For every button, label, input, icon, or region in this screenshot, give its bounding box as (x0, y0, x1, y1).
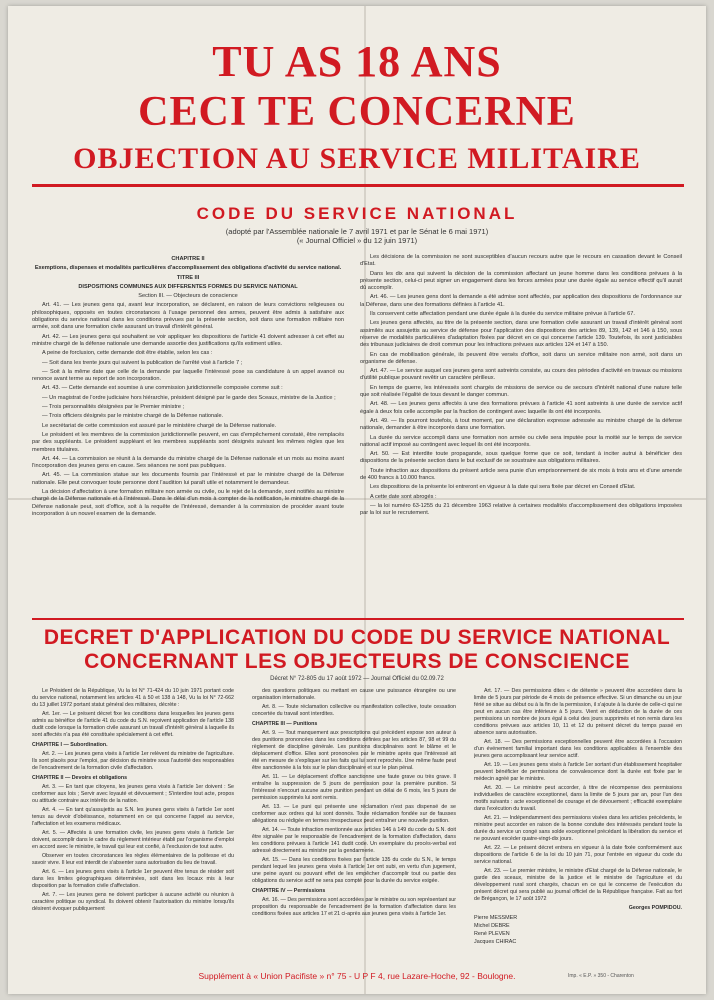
decree-col3-articles (474, 688, 682, 903)
decree-col2-articles (252, 688, 456, 918)
titre-heading: TITRE III (176, 274, 200, 281)
paragraph: Art. 19. — Les jeunes gens visés à l'article 1er sortant d'un établissement hospitalier peuvent bénéficier de permissions de convalescence dont la durée est fixée par le médecin agréé par le ministre. (474, 762, 682, 782)
signatory-name: René PLEVEN (474, 931, 510, 937)
code-title: CODE DU SERVICE NATIONAL (196, 204, 518, 223)
printer-mark: Imp. « E.P. » 350 - Charenton (568, 973, 634, 979)
paragraph: CHAPITRE IV — Permissions (252, 888, 326, 894)
paragraph: Art. 11. — Le déplacement d'office sanctionne une faute grave ou très grave. Il entraîne la suppression de 5 jours de permission pour la première punition. Si l'intéressé n'encourt aucune autre punition pendant un délai de 6 mois, les 5 jours de permission supprimés lui sont remis. (252, 774, 456, 801)
signatories-list (474, 914, 682, 946)
top-divider (32, 184, 684, 187)
paragraph: Art. 22. — Le présent décret entrera en vigueur à la date fixée conformément aux dispositions de l'article 6 de la loi du 10 juin 71, pour l'entrée en vigueur du code du service national. (474, 845, 682, 865)
decree-col1-articles (32, 688, 234, 913)
paragraph: Art. 9. — Tout manquement aux prescriptions qui précèdent expose son auteur à des punitions prononcées dans les conditions définies par les articles 87, 98 et 99 du règlement de discipline générale. Les punitions disciplinaires sont le blâme et le déplacement d'office. Elles sont prononcées par le ministre après que l'intéressé ait été en mesure de s'expliquer sur les faits qui lui sont reprochés. Une même faute peut être sanctionnée à la fois sur le plan disciplinaire et sur le plan pénal. (252, 730, 456, 771)
paragraph: — la loi numéro 63-1255 du 21 décembre 1963 relative à certaines modalités d'accomplissement des obligations imposées par la loi sur le recrutement. (360, 502, 682, 517)
headline-objection: OBJECTION AU SERVICE MILITAIRE (73, 142, 641, 175)
code-left-articles (32, 302, 344, 518)
code-column-left (32, 254, 344, 614)
paragraph: En temps de guerre, les intéressés sont chargés de missions de service ou de secours d'intérêt national d'une nature telle que soit réalisée l'égalité de tous devant le danger commun. (360, 384, 682, 399)
paragraph: Le président et les membres de la commission juridictionnelle peuvent, en cas d'empêchement constaté, être remplacés par des suppléants. Le président suppléant et les membres suppléants sont désignés suivant les mêmes règles que les membres titulaires. (32, 431, 344, 453)
journal-line: (« Journal Officiel » du 12 juin 1971) (296, 236, 418, 245)
paragraph: Art. 2. — Les jeunes gens visés à l'article 1er relèvent du ministre de l'agriculture. Ils sont placés pour l'emploi, par décision du ministre sous l'autorité des responsables de l'encadrement de la formation civile d'affectation. (32, 751, 234, 771)
paragraph: Art. 49. — Ils pourront toutefois, à tout moment, par une déclaration expresse adressée au ministre chargé de la défense nationale, demander à être incorporés dans une formation. (360, 417, 682, 432)
paragraph: Les dispositions de la présente loi entreront en vigueur à la date qui sera fixée par décret en Conseil d'Etat. (370, 484, 636, 491)
paragraph: La décision d'affectation à une formation militaire non armée ou civile, ou le rejet de la demande, sont notifiés au ministre chargé de la Défense nationale et à l'intéressé. Dans le délai d'un mois à compter de la notification, le ministre chargé de la Défense nationale peut, soit d'office, soit à la requête de l'intéressé, demander à la commission de procéder avant toute incorporation à un nouvel examen de la demande. (32, 489, 344, 517)
decree-reference: Décret N° 72-805 du 17 août 1972 — Journal Officiel du 02.09.72 (270, 676, 444, 682)
signature: Georges POMPIDOU. (628, 905, 682, 911)
code-adoption-note (8, 227, 706, 245)
paragraph: Ils conservent cette affectation pendant une durée égale à la durée du service militaire prévue à l'article 67. (370, 311, 635, 318)
decree-column-1 (32, 688, 234, 958)
paragraph: Art. 41. — Les jeunes gens qui, avant leur incorporation, se déclarent, en raison de leurs convictions religieuses ou philosophiques, opposés en toutes circonstances à l'usage personnel des armes, peuvent être admis à satisfaire aux obligations du service national dans les conditions prévues par la présente section, soit dans une formation militaire non armée, soit dans une formation civile assurant un travail d'intérêt général. (32, 302, 344, 331)
code-column-right (360, 254, 682, 614)
paragraph: Art. 23. — Le premier ministre, le ministre d'Etat chargé de la Défense nationale, le garde des sceaux, ministre de la justice et le ministre de l'agriculture et du développement rural sont chargés, chacun en ce qui le concerne de l'exécution du présent décret qui sera publié au journal officiel de la République française. Fait au fort de Brégançon, le 17 août 1972 (474, 868, 682, 902)
paragraph: Art. 17. — Des permissions dites « de détente » peuvent être accordées dans la limite de 5 jours par période de 4 mois de présence effective. Si un dimanche ou un jour férié se situe au début ou à la fin de la permission, il s'ajoute à la durée de celle-ci qui ne peut en aucun cas être inférieure à 5 jours. Vient en déduction de la durée de ces permissions un nombre de jours égal à celui des jours supprimés et non remis dans les conditions prévues aux articles 10, 11 et 12 du présent décret du temps passé en absence sans autorisation. (474, 688, 682, 736)
headline-concerns: CECI TE CONCERNE (138, 89, 576, 135)
chapter-heading: CHAPITRE II (171, 256, 205, 262)
paragraph: Le Président de la République, Vu la loi N° 71-424 du 10 juin 1971 portant code du service national, notamment les articles 41 à 50 et 138 à 148, Vu la loi N° 72-662 du 13 juillet 1972 portant statut général des militaires, décrète : (32, 688, 234, 708)
paragraph: — Trois officiers désignés par le ministre chargé de la Défense nationale. (42, 413, 224, 420)
paragraph: — Soit à la même date que celle de la demande par laquelle l'intéressé pose sa candidature à un appel avancé ou renonce avant terme au report de son incorporation. (32, 368, 344, 383)
paragraph: Art. 47. — Le service auquel ces jeunes gens sont astreints consiste, au cours des périodes d'activité en travaux ou missions d'utilité publique pouvant revêtir un caractère périlleux. (360, 368, 682, 382)
paragraph: Art. 46. — Les jeunes gens dont la demande a été admise sont affectés, par application des dispositions de l'ordonnance sur la Défense, dans une des formations définies à l'article 41. (360, 294, 682, 308)
paragraph: Les jeunes gens affectés, au titre de la présente section, dans une formation civile assurant un travail d'intérêt général sont assimilés aux assujettis au service de défense pour l'application des dispositions des articles 89, 139, 142 et 146 à 150, sous réserve de modalités particulières d'adaptation fixées par décret en ce qui concerne l'article 139. Toutefois, ils sont justiciables des tribunaux judiciaires de droit commun pour les infractions prévues aux articles 124 et 147 à 150. (360, 320, 682, 349)
code-right-articles (360, 254, 682, 518)
paragraph: Art. 21. — Indépendamment des permissions visées dans les articles précédents, le ministre peut accorder en raison de la bonne conduite des intéressés pendant toute la durée du service un congé sans solde exceptionnel précédant la libération du service et ne pouvant excéder quatre-vingt-dix jours. (474, 815, 682, 842)
paragraph: Art. 18. — Des permissions exceptionnelles peuvent être accordées à l'occasion d'un événement familial important dans les conditions applicables à l'ensemble des jeunes gens accomplissant leur service actif. (474, 739, 682, 759)
paragraph: des questions politiques ou mettant en cause une puissance étrangère ou une organisation internationale. (252, 688, 456, 701)
paragraph: Art. 48. — Les jeunes gens affectés à une des formations prévues à l'article 41 sont astreints à une durée de service actif égale à deux fois celle accomplie par la fraction de contingent avec laquelle ils ont été incorporés. (360, 401, 682, 415)
chapter-title: Exemptions, dispenses et modalités particulières d'accomplissement des obligations d'activité du service national. (34, 265, 342, 272)
paragraph: Art. 1er. — Le présent décret fixe les conditions dans lesquelles les jeunes gens admis au bénéfice de l'article 41 du code du S.N. reçoivent application de l'article 138 dudit code lorsque la formation civile assurant un travail d'intérêt général à laquelle ils sont affectés n'a pas été constituée spécialement à cet effet. (32, 711, 234, 738)
paragraph: Toute infraction aux dispositions du présent article sera punie d'un emprisonnement de six mois à trois ans et d'une amende de 400 francs à 10.000 francs. (360, 467, 682, 482)
headline-age: TU AS 18 ANS (212, 37, 502, 86)
paragraph: Art. 50. — Est interdite toute propagande, sous quelque forme que ce soit, tendant à inciter autrui à bénéficier des dispositions de la présente section dans le but exclusif de se soustraire aux obligations militaires. (360, 451, 682, 465)
paragraph: Art. 45. — La commission statue sur les documents fournis par l'intéressé et par le ministre chargé de la Défense nationale. Elle peut convoquer toute personne dont l'audition lui paraît utile et notamment le demandeur. (32, 472, 344, 486)
paragraph: Art. 13. — Le puni qui présente une réclamation n'est pas dispensé de se conformer aux ordres qui lui sont donnés. Toute réclamation fondée sur de fausses allégations ou rédigée en termes irrespectueux peut entraîner une nouvelle punition. (252, 804, 456, 824)
paragraph: — Un magistrat de l'ordre judiciaire hors hiérarchie, président désigné par le garde des Sceaux, ministre de la Justice ; (42, 394, 336, 401)
paragraph: — Soit dans les trente jours qui suivent la publication de l'arrêté visé à l'article 7 ; (42, 359, 243, 366)
poster (8, 6, 706, 994)
signatory-name: Jacques CHIRAC (474, 939, 517, 945)
paragraph: Art. 20. — Le ministre peut accorder, à titre de récompense des permissions individuelles de caractère exceptionnel, dans la limite de 5 jours par an, pour l'un des motifs suivants : acte exceptionnel de courage et de dévouement ; efficacité exemplaire dans l'exécution du travail. (474, 785, 682, 812)
signatory-name: Michel DEBRE (474, 923, 510, 929)
paragraph: Art. 6. — Les jeunes gens visés à l'article 1er peuvent être tenus de résider soit dans les limites géographiques déterminées, soit dans les locaux mis à leur disposition par la formation civile d'affectation. (32, 869, 234, 889)
paragraph: Art. 15. — Dans les conditions fixées par l'article 135 du code du S.N., le temps pendant lequel les jeunes gens visés à l'article 1er ont subi, en vertu d'un jugement, une peine ayant ou pouvant effet de les empêcher d'accomplir tout ou partie des obligations du service actif ne sera pas compté pour la durée du service exigée. (252, 857, 456, 884)
paragraph: Les décisions de la commission ne sont susceptibles d'aucun recours autre que le recours en cassation devant le Conseil d'Etat. (360, 254, 682, 268)
paragraph: CHAPITRE III — Punitions (252, 721, 318, 727)
decree-column-2 (252, 688, 456, 958)
titre-title: DISPOSITIONS COMMUNES AUX DIFFERENTES FORMES DU SERVICE NATIONAL (78, 283, 298, 290)
paragraph: Art. 8. — Toute réclamation collective ou manifestation collective, toute cessation concertée du travail sont interdites. (252, 704, 456, 717)
paragraph: Dans les dix ans qui suivent la décision de la commission affectant un jeune homme dans les conditions prévues à la présente section, celui-ci peut signer un engagement dans les forces armées pour une durée égale au service effectif qu'il aurait dû accomplir. (360, 270, 682, 292)
paragraph: CHAPITRE II — Devoirs et obligations (32, 775, 128, 781)
paragraph: Art. 42. — Les jeunes gens qui souhaitent se voir appliquer les dispositions de l'article 41 doivent adresser à cet effet au ministre chargé de la défense nationale une demande assortie des justifications qu'ils estiment utiles. (32, 333, 344, 347)
middle-divider (32, 618, 684, 620)
paragraph: Art. 4. — En tant qu'assujettis au S.N. les jeunes gens visés à l'article 1er sont tenus au devoir d'obéissance, notamment en ce qui concerne l'appel au service, l'affectation et les examens médicaux. (32, 807, 234, 827)
section-heading: Section III. — Objecteurs de conscience (138, 293, 238, 300)
paragraph: CHAPITRE I — Subordination. (32, 742, 108, 748)
adoption-line: (adopté par l'Assemblée nationale le 7 avril 1971 et par le Sénat le 6 mai 1971) (225, 227, 489, 236)
decree-title: DECRET D'APPLICATION DU CODE DU SERVICE NATIONAL (43, 626, 671, 649)
paragraph: La durée du service accompli dans une formation non armée ou civile sera imputée pour la moitié sur le temps de service national actif imposé au contingent avec lequel ils ont été incorporés. (360, 434, 682, 448)
paragraph: Observer en toutes circonstances les règles élémentaires de la politesse et du savoir vivre. Il leur est interdit de s'absenter sans autorisation du lieu de travail. (32, 853, 234, 866)
paragraph: Art. 3. — En tant que citoyens, les jeunes gens visés à l'article 1er doivent : Se conformer aux lois ; Servir avec loyauté et dévouement ; S'interdire tout acte, propos ou attitude contraire aux intérêts de la nation. (32, 784, 234, 804)
paragraph: Art. 14. — Toute infraction mentionnée aux articles 146 à 149 du code du S.N. doit être signalée par le responsable de l'encadrement de la formation d'affectation, dans les conditions prévues à l'article 141 dudit code. Un exemplaire du procès-verbal est adressé directement au ministre par la gendarmerie. (252, 827, 456, 854)
paragraph: Art. 44. — La commission se réunit à la demande du ministre chargé de la Défense nationale et un mois au moins avant l'incorporation des jeunes gens en cause. Ses séances ne sont pas publiques. (32, 455, 344, 470)
paragraph: En cas de mobilisation générale, ils peuvent être versés d'office, soit dans un service militaire non armé, soit dans un organisme de défense. (360, 351, 682, 365)
paragraph: — Trois personnalités désignées par le Premier ministre ; (42, 404, 185, 411)
decree-column-3 (474, 688, 682, 958)
paragraph: Art. 16. — Des permissions sont accordées par le ministre ou son représentant sur proposition du responsable de l'encadrement de la formation d'affectation dans les conditions fixées aux articles 17 et 21 ci-après aux jeunes gens visés à l'article 1er. (252, 897, 456, 917)
paragraph: A peine de forclusion, cette demande doit être établie, selon les cas : (42, 350, 213, 357)
footer-publisher: Supplément à « Union Pacifiste » n° 75 - U P F 4, rue Lazare-Hoche, 92 - Boulogne. (198, 971, 516, 981)
paragraph: Le secrétariat de cette commission est assuré par le ministère chargé de la Défense nationale. (42, 422, 277, 429)
decree-subtitle: CONCERNANT LES OBJECTEURS DE CONSCIENCE (84, 650, 630, 673)
paragraph: Art. 7. — Les jeunes gens ne doivent participer à aucune activité ou réunion à caractère politique ou syndical. Ils doivent obtenir l'autorisation du ministre lorsqu'ils désirent évoquer publiquement (32, 892, 234, 912)
paragraph: Art. 5. — Affectés à une formation civile, les jeunes gens visés à l'article 1er doivent, accomplir dans le cadre du règlement intérieur établi par l'organisme d'emploi en accord avec le ministre, le travail qui leur est confié, à l'exclusion de tout autre. (32, 830, 234, 850)
paragraph: A cette date sont abrogés : (370, 493, 437, 500)
signatory-name: Pierre MESSMER (474, 915, 518, 921)
paragraph: Art. 43. — Cette demande est soumise à une commission juridictionnelle composée comme suit : (42, 385, 283, 392)
